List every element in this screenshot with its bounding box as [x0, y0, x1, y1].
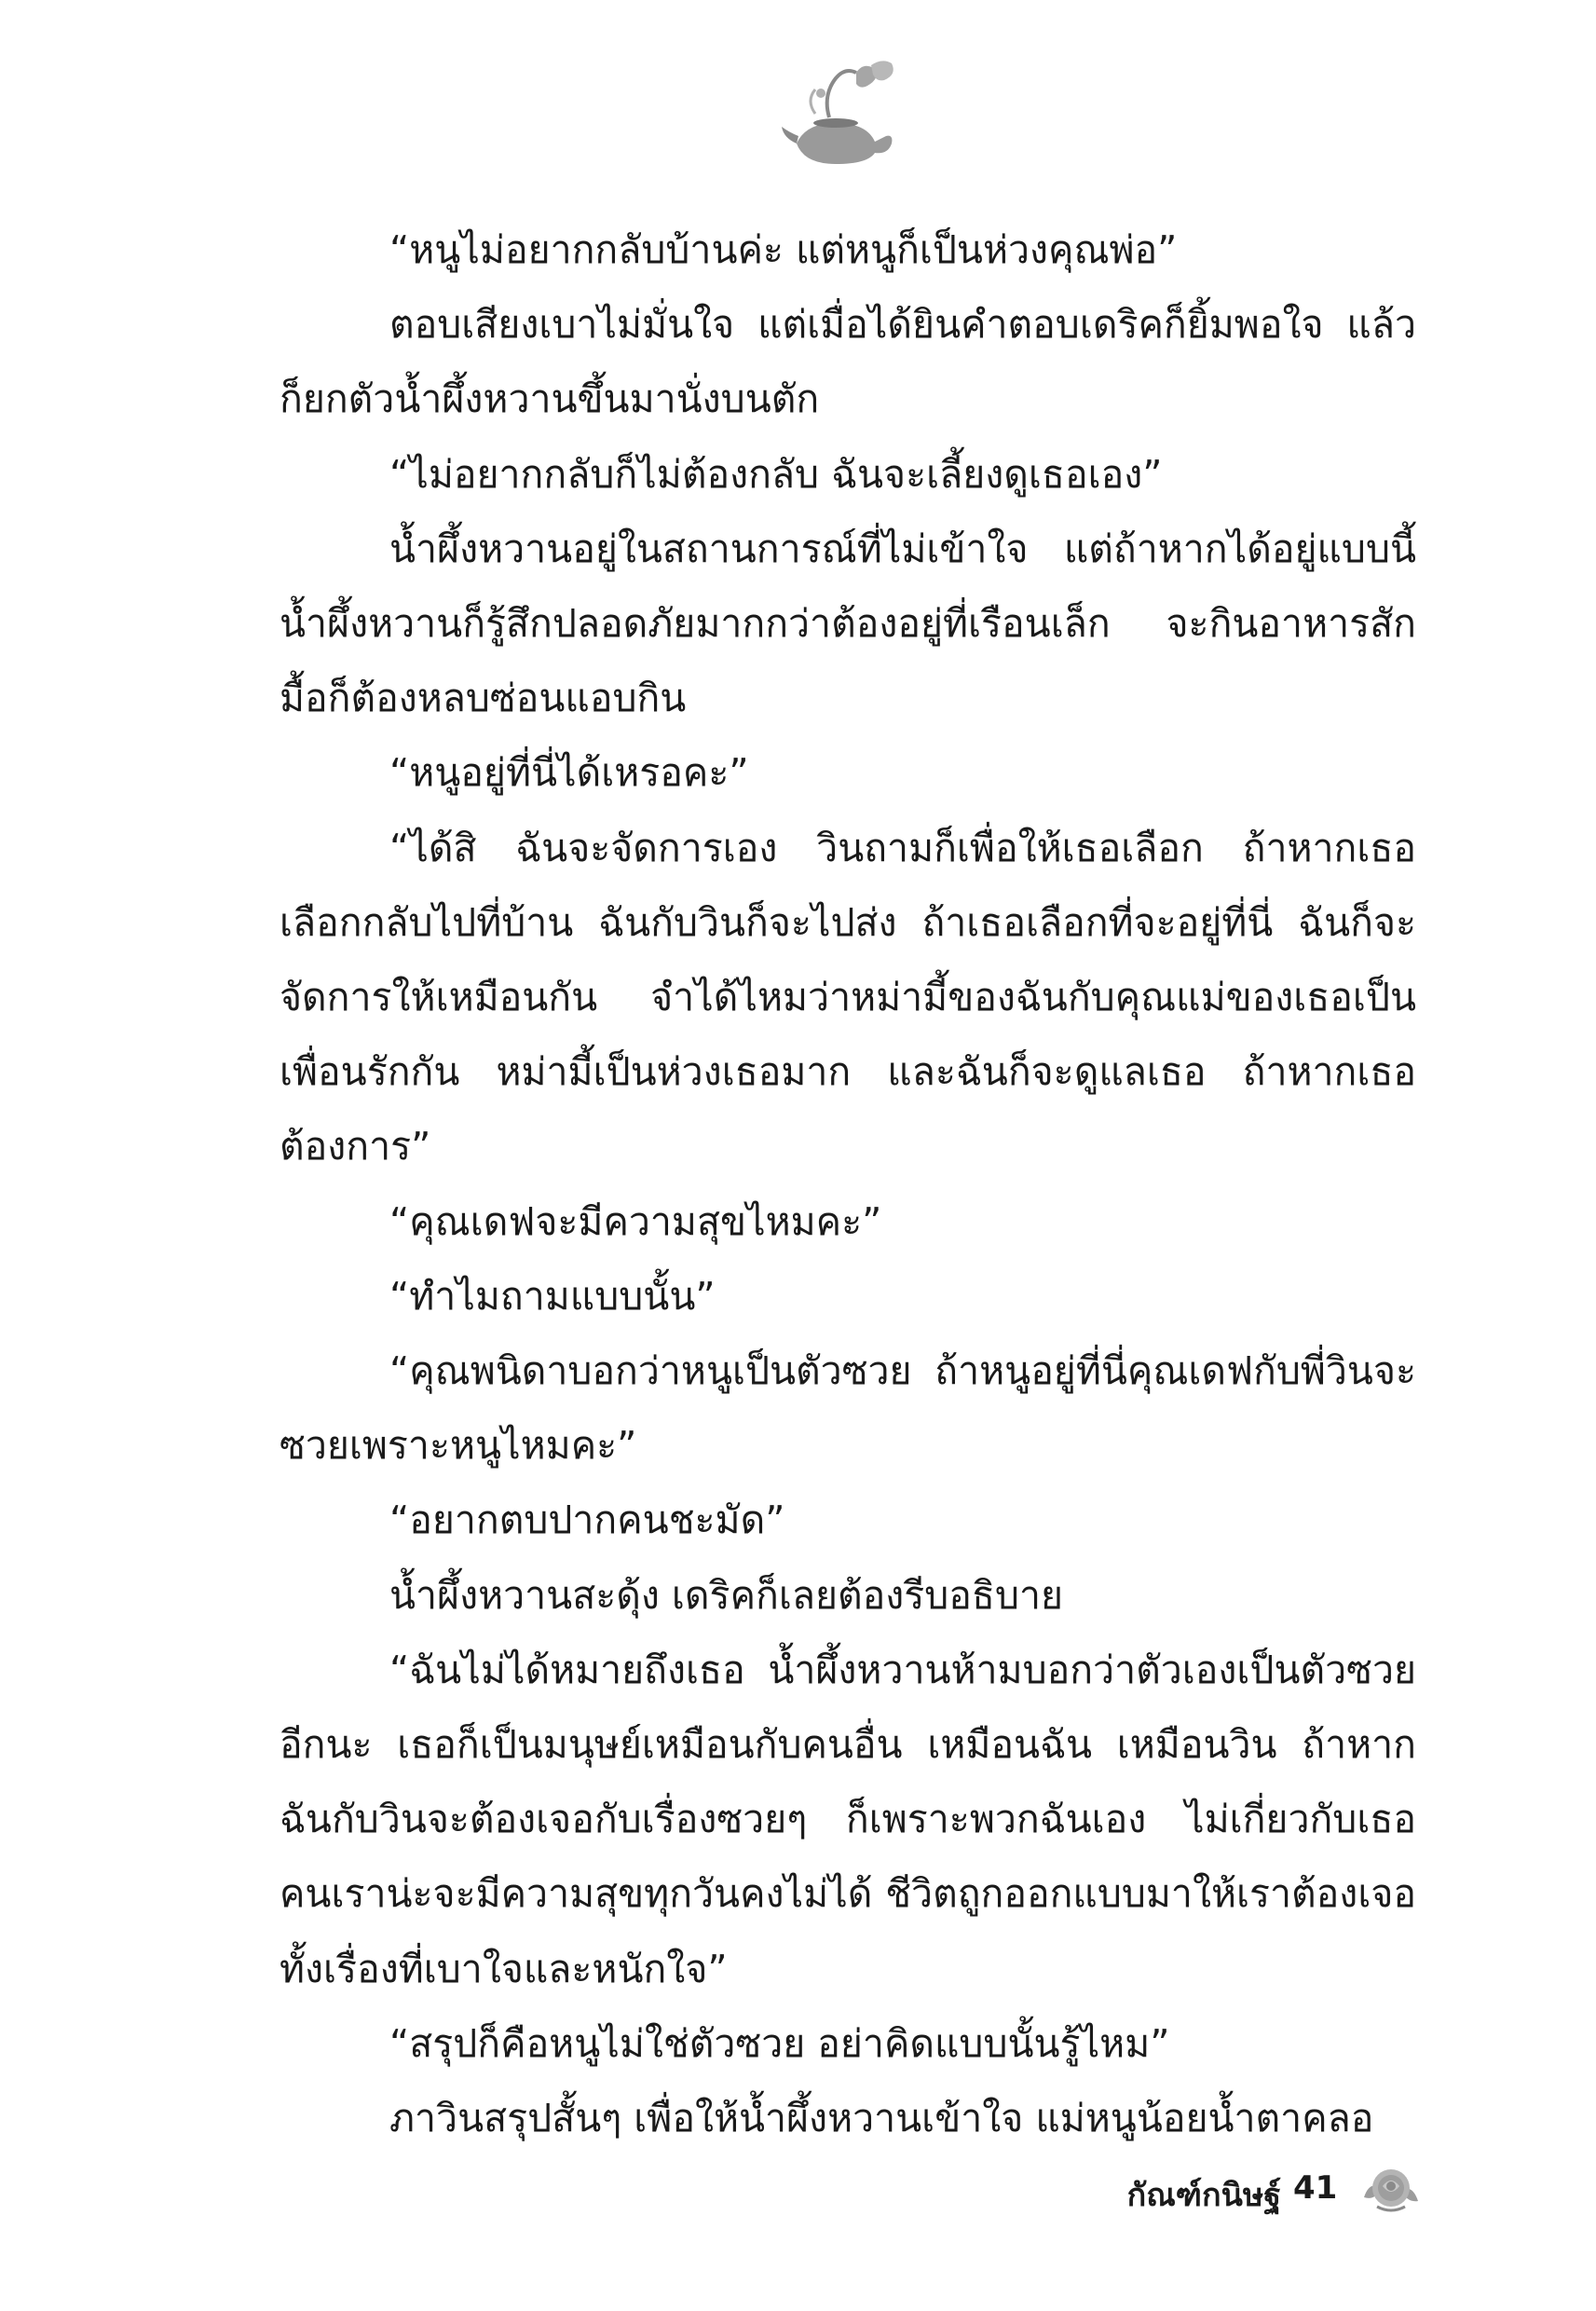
page-footer [1071, 2160, 1425, 2225]
book-title: กัณฑ์กนิษฐ์ [1126, 2177, 1281, 2214]
page-number: 41 [1293, 2169, 1338, 2207]
rose-icon [1360, 2160, 1422, 2216]
paragraph: “หนูอยู่ที่นี่ได้เหรอคะ” [389, 750, 749, 796]
paragraph: “ไม่อยากกลับก็ไม่ต้องกลับ ฉันจะเลี้ยงดูเธอเอง” [389, 451, 1163, 497]
paragraph: “ทำไมถามแบบนั้น” [389, 1273, 716, 1319]
chapter-body-text [280, 212, 1416, 2155]
paragraph: “ได้สิ ฉันจะจัดการเอง วินถามก็เพื่อให้เธอเลือก ถ้าหากเธอเลือกกลับไปที่บ้าน ฉันกับวินก็จะไปส่ง ถ้าเธอเลือกที่จะอยู่ที่นี่ ฉันก็จะจัดการให้เหมือนกัน จำได้ไหมว่าหม่ามี้ของฉันกับคุณแม่ของเธอเป็นเพื่อนรักกัน หม่ามี้เป็นห่วงเธอมาก และฉันก็จะดูแลเธอ ถ้าหากเธอต้องการ” [280, 825, 1416, 1169]
paragraph: ภาวินสรุปสั้นๆ เพื่อให้น้ำผึ้งหวานเข้าใจ แม่หนูน้อยน้ำตาคลอ [389, 2096, 1374, 2141]
teapot-ornament-icon [778, 58, 904, 170]
paragraph: “คุณเดฟจะมีความสุขไหมคะ” [389, 1198, 882, 1244]
paragraph: น้ำผึ้งหวานอยู่ในสถานการณ์ที่ไม่เข้าใจ แต่ถ้าหากได้อยู่แบบนี้ น้ำผึ้งหวานก็รู้สึกปลอดภัยมากกว่าต้องอยู่ที่เรือนเล็ก จะกินอาหารสักมื้อก็ต้องหลบซ่อนแอบกิน [280, 526, 1416, 721]
paragraph: “อยากตบปากคนชะมัด” [389, 1497, 785, 1543]
paragraph: “คุณพนิดาบอกว่าหนูเป็นตัวซวย ถ้าหนูอยู่ที่นี่คุณเดฟกับพี่วินจะซวยเพราะหนูไหมคะ” [280, 1348, 1416, 1469]
paragraph: น้ำผึ้งหวานสะดุ้ง เดริคก็เลยต้องรีบอธิบาย [389, 1572, 1064, 1618]
paragraph: “ฉันไม่ได้หมายถึงเธอ น้ำผึ้งหวานห้ามบอกว่าตัวเองเป็นตัวซวยอีกนะ เธอก็เป็นมนุษย์เหมือนกับคนอื่น เหมือนฉัน เหมือนวิน ถ้าหากฉันกับวินจะต้องเจอกับเรื่องซวยๆ ก็เพราะพวกฉันเอง ไม่เกี่ยวกับเธอ คนเราน่ะจะมีความสุขทุกวันคงไม่ได้ ชีวิตถูกออกแบบมาให้เราต้องเจอทั้งเรื่องที่เบาใจและหนักใจ” [280, 1647, 1416, 1991]
paragraph: “หนูไม่อยากกลับบ้านค่ะ แต่หนูก็เป็นห่วงคุณพ่อ” [389, 227, 1178, 272]
paragraph: “สรุปก็คือหนูไม่ใช่ตัวซวย อย่าคิดแบบนั้นรู้ไหม” [389, 2020, 1170, 2066]
paragraph: ตอบเสียงเบาไม่มั่นใจ แต่เมื่อได้ยินคำตอบเดริคก็ยิ้มพอใจ แล้วก็ยกตัวน้ำผึ้งหวานขึ้นมานั่งบนตัก [280, 302, 1416, 422]
